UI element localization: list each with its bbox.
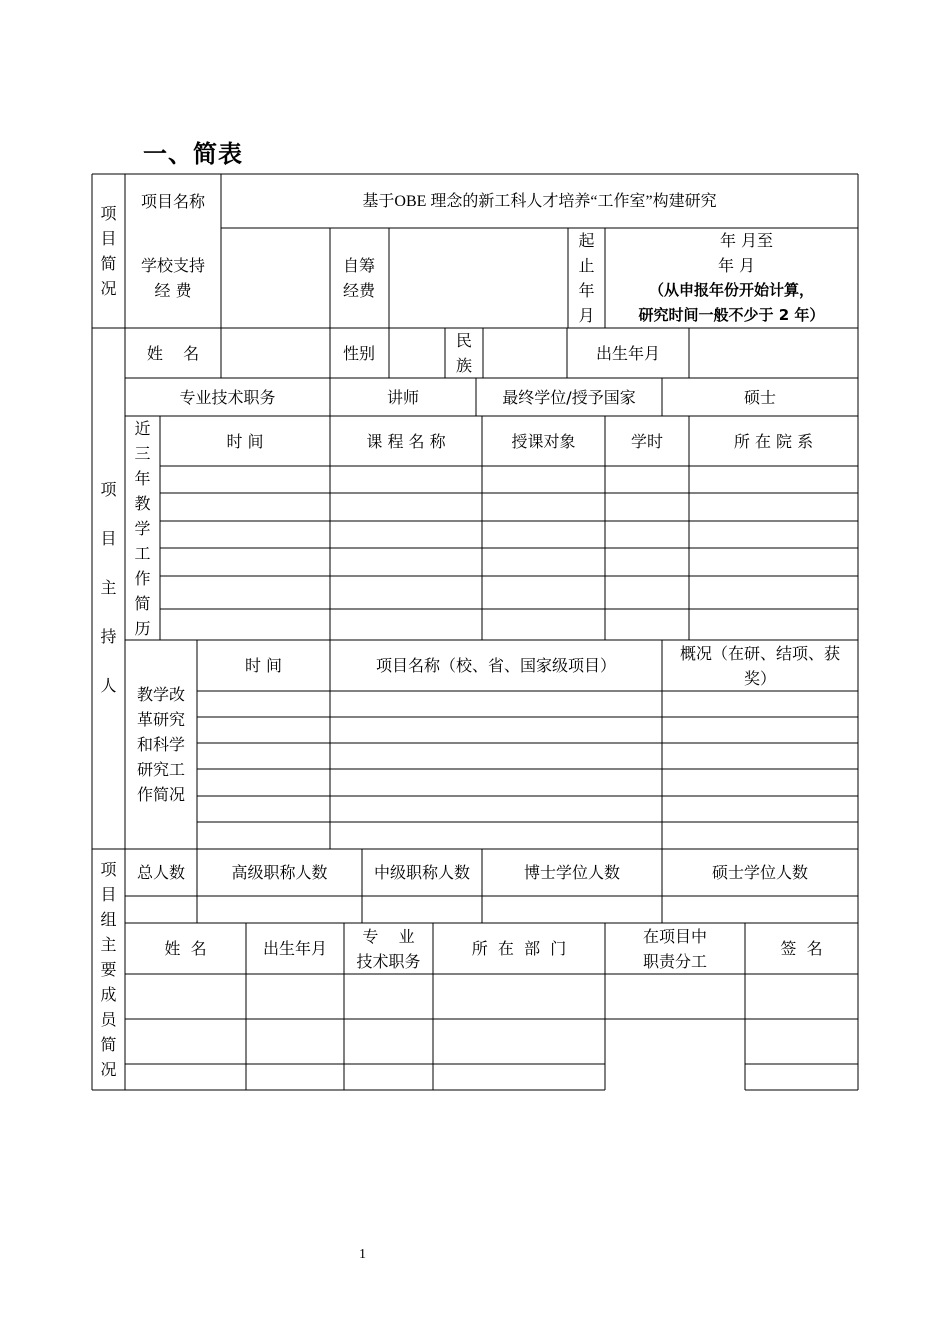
member-header-signature: 签 名: [780, 939, 823, 958]
teaching-header-audience: 授课对象: [511, 431, 576, 451]
overview-group-label: 项 目 简 况: [100, 204, 117, 298]
member-header-department: 所 在 部 门: [471, 939, 567, 958]
birth-field[interactable]: [689, 328, 858, 378]
teaching-header-hours: 学时: [630, 431, 663, 451]
team-intermediate-label: 中级职称人数: [373, 863, 470, 882]
birth-label: 出生年月: [595, 343, 660, 363]
member-header-birth: 出生年月: [262, 939, 327, 958]
research-header-time: 时 间: [244, 656, 283, 675]
teaching-header-course: 课 程 名 称: [366, 431, 446, 451]
professional-title-value[interactable]: 讲师: [386, 387, 419, 407]
professional-title-label: 专业技术职务: [179, 387, 276, 407]
host-name-label: 姓 名: [146, 343, 200, 363]
research-history-label: 教学改 革研究 和科学 研究工 作简况: [136, 685, 185, 804]
gender-field[interactable]: [389, 328, 445, 378]
research-header-project: 项目名称（校、省、国家级项目）: [375, 656, 616, 675]
member-rows[interactable]: [125, 974, 858, 1090]
team-total-label: 总人数: [136, 863, 185, 882]
team-group-label: 项 目 组 主 要 成 员 简 况: [100, 860, 117, 1079]
page-number: 1: [359, 1247, 366, 1262]
teaching-header-department: 所 在 院 系: [733, 431, 814, 451]
host-name-field[interactable]: [221, 328, 330, 378]
member-header-role: 在项目中 职责分工: [642, 926, 707, 971]
section-title: 一、简表: [143, 140, 243, 168]
period-field[interactable]: [605, 228, 858, 328]
team-count-row[interactable]: [125, 896, 858, 923]
teaching-rows[interactable]: [160, 466, 858, 640]
gender-label: 性别: [343, 343, 376, 363]
school-funding-field[interactable]: [221, 228, 330, 328]
research-rows[interactable]: [197, 691, 858, 849]
period-end-text: 年 月: [717, 256, 756, 275]
period-note-2: 研究时间一般不少于 2 年）: [638, 306, 825, 324]
self-funding-label: 自筹 经费: [343, 256, 376, 300]
degree-value[interactable]: 硕士: [743, 387, 776, 407]
member-header-name: 姓 名: [164, 939, 207, 958]
period-start-text: 年 月至: [719, 231, 774, 250]
project-name-label: 项目名称: [140, 191, 205, 211]
team-master-label: 硕士学位人数: [711, 863, 808, 882]
period-label: 起 止 年 月: [578, 231, 595, 325]
team-phd-label: 博士学位人数: [523, 863, 620, 882]
ethnicity-label: 民 族: [455, 331, 472, 375]
period-note-1: （从申报年份开始计算，: [648, 281, 814, 299]
team-senior-label: 高级职称人数: [231, 863, 328, 882]
ethnicity-field[interactable]: [483, 328, 567, 378]
school-funding-label: 学校支持 经 费: [140, 256, 205, 300]
member-header-title: 专 业 技术职务: [356, 926, 421, 971]
host-group-label: 项 目 主 持 人: [100, 480, 117, 696]
degree-label: 最终学位/授予国家: [502, 387, 636, 407]
teaching-header-time: 时 间: [226, 431, 264, 451]
teaching-history-label: 近 三 年 教 学 工 作 简 历: [134, 418, 151, 638]
self-funding-field[interactable]: [389, 228, 568, 328]
project-name-value[interactable]: 基于OBE 理念的新工科人才培养“工作室”构建研究: [362, 192, 717, 210]
research-header-status: 概况（在研、结项、获奖）: [679, 643, 840, 688]
